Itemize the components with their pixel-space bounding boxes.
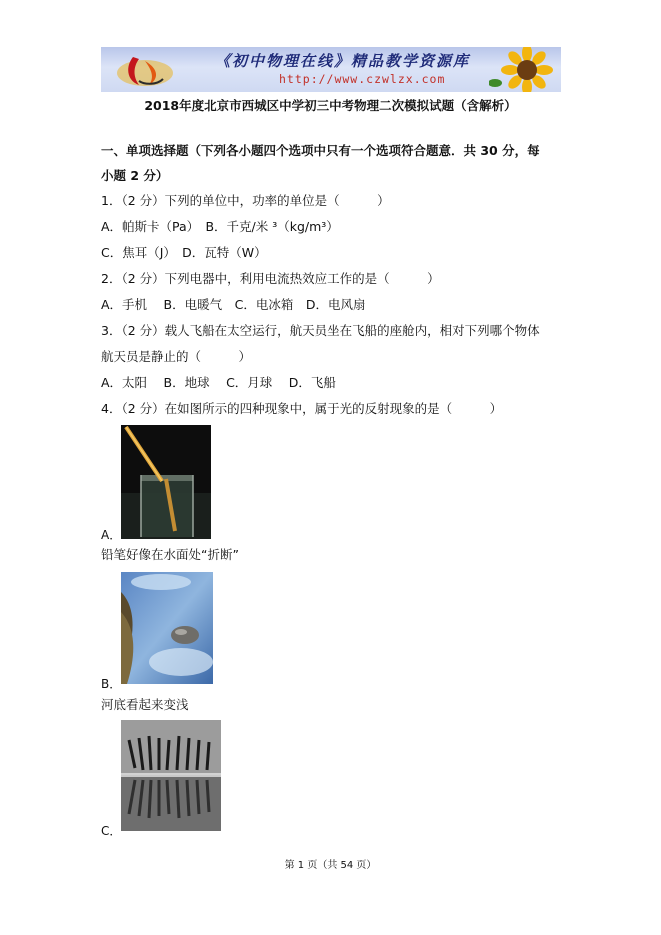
q3-stem-line-1: 3．（2 分）载人飞船在太空运行，航天员坐在飞船的座舱内，相对下列哪个物体 <box>101 323 540 338</box>
section-heading-line-2: 小题 2 分） <box>101 168 169 183</box>
q2-options: A．手机 B．电暖气 C．电冰箱 D．电风扇 <box>101 297 366 312</box>
q4-option-b-label: B． <box>101 677 122 691</box>
banner-title: 《初中物理在线》精品教学资源库 <box>215 52 471 70</box>
section-heading-line-1: 一、单项选择题（下列各小题四个选项中只有一个选项符合题意．共 30 分，每 <box>101 143 540 158</box>
q4-option-c-label: C． <box>101 824 122 838</box>
q4-image-a-pencil-in-water <box>121 425 211 539</box>
q4-option-b-caption: 河底看起来变浅 <box>101 697 189 712</box>
banner-url[interactable]: http://www.czwlzx.com <box>279 72 446 86</box>
q4-stem: 4．（2 分）在如图所示的四种现象中，属于光的反射现象的是（ ） <box>101 401 503 416</box>
document-title: 2018年度北京市西城区中学初三中考物理二次模拟试题（含解析） <box>144 98 517 113</box>
logo-icon <box>115 51 175 89</box>
page-footer: 第 1 页（共 54 页） <box>284 860 377 871</box>
q4-option-a-caption: 铅笔好像在水面处“折断” <box>101 547 239 562</box>
q3-options: A．太阳 B．地球 C．月球 D．飞船 <box>101 375 336 390</box>
sunflower-icon <box>489 47 561 92</box>
q2-stem: 2．（2 分）下列电器中，利用电流热效应工作的是（ ） <box>101 271 440 286</box>
q1-options-cd: C．焦耳（J） D．瓦特（W） <box>101 245 267 260</box>
q1-options-ab: A．帕斯卡（Pa） B．千克/米 ³（kg/m³） <box>101 219 339 234</box>
header-banner <box>101 47 561 92</box>
q4-image-b-riverbed <box>121 572 213 684</box>
q4-option-a-label: A． <box>101 528 122 542</box>
q1-stem: 1．（2 分）下列的单位中，功率的单位是（ ） <box>101 193 390 208</box>
q3-stem-line-2: 航天员是静止的（ ） <box>101 349 252 364</box>
q4-image-c-zebra-reflection <box>121 720 221 831</box>
